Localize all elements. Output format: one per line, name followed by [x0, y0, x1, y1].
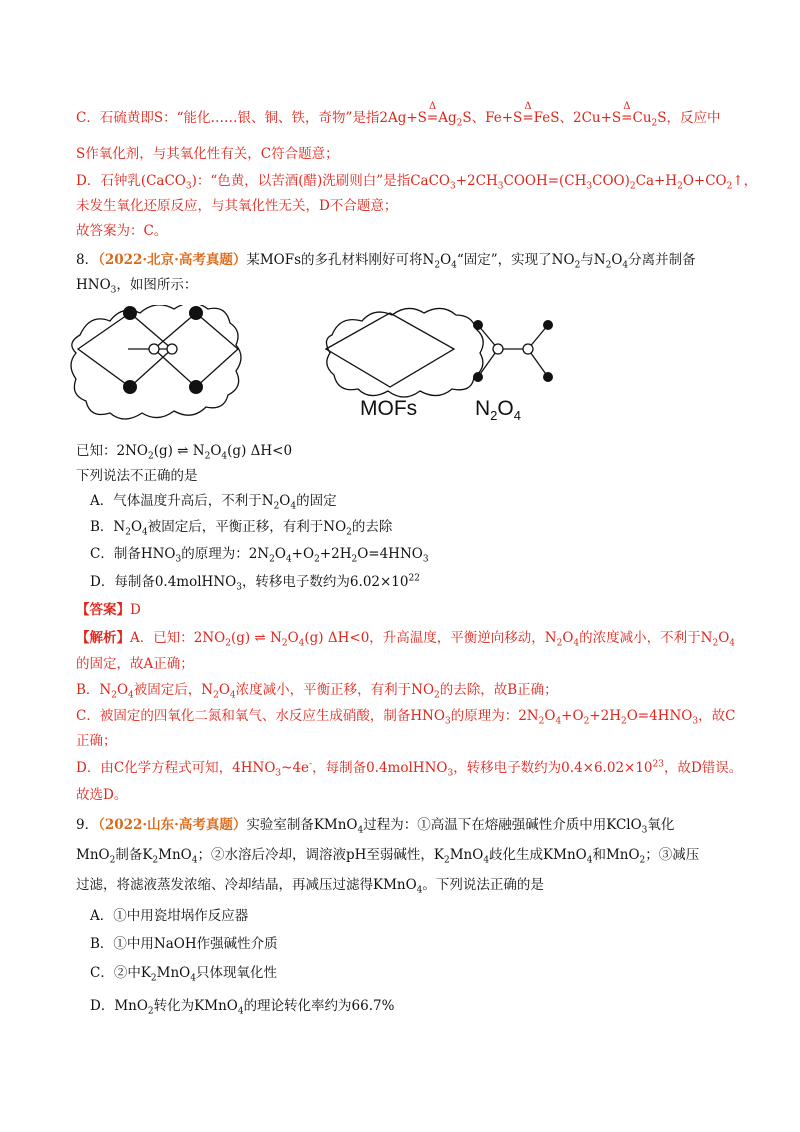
mofs-node — [123, 306, 137, 320]
q8-option-d: D．每制备0.4molHNO$_3$，转移电子数约为$6.02\times 10^{22}$ — [90, 573, 420, 593]
q8-analysis-line2: 的固定，故A正确； — [76, 656, 194, 672]
q9-option-c: C．②中$K_2MnO_4$只体现氧化性 — [90, 965, 277, 984]
mofs-node — [189, 306, 203, 320]
q8-analysis-line1: 【解析】A．已知：$2NO_2(g)$ ⇌ $N_2O_4(g)$ ΔH<0，升高温度，平衡逆向移动，$N_2O_4$的浓度减小，不利于$N_2O_4$ — [76, 630, 735, 649]
q7-option-c-line2: S作氧化剂，与其氧化性有关，C符合题意； — [76, 146, 339, 162]
q8-known: 已知：$2NO_2(g)$ ⇌ $N_2O_4(g)$ ΔH<0 — [76, 443, 293, 462]
mofs-node — [189, 380, 203, 394]
q9-stem-line3: 过滤，将滤液蒸发浓缩、冷却结晶，再减压过滤得KMnO$_4$。下列说法正确的是 — [76, 877, 544, 896]
q9-stem-line2: MnO$_2$制备$K_2MnO_4$；②水溶后冷却，调溶液pH至弱碱性，$K_2MnO_4$歧化生成KMnO$_4$和MnO$_2$；③减压 — [76, 847, 700, 866]
q7-option-c-line1: C．石硫黄即S：“能化……银、铜、铁，奇物”是指2Ag+S Δ $=Ag_2S$、Fe+S Δ =FeS、2Cu+S Δ $=Cu_2S$，反应中 — [76, 101, 721, 129]
oxygen-atom — [543, 320, 553, 330]
oxygen-atom — [543, 372, 553, 382]
q8-analysis-line7: 故选D。 — [76, 787, 128, 803]
nitrogen-atom — [149, 344, 159, 354]
heat-condition-mark: Δ = — [621, 101, 633, 126]
heat-condition-mark: Δ = — [522, 101, 534, 126]
q8-stem-line2: $HNO_3$，如图所示： — [76, 277, 198, 296]
q8-option-b: B．$N_2O_4$被固定后，平衡正移，有利于$NO_2$的去除 — [90, 519, 393, 538]
q8-analysis-line4: C．被固定的四氧化二氮和氧气、水反应生成硝酸，制备$HNO_3$的原理为：$2N_2O_4+O_2+2H_2O=4HNO_3$，故C — [76, 708, 736, 727]
q9-option-a: A．①中用瓷坩埚作反应器 — [90, 908, 249, 924]
nitrogen-atom — [523, 344, 533, 354]
oxygen-atom — [473, 372, 483, 382]
q9-option-d: D．MnO$_2$转化为KMnO$_4$的理论转化率约为66.7% — [90, 998, 395, 1017]
nitrogen-atom — [167, 344, 177, 354]
q7-option-d-line1: D．石钟乳(CaCO$_3$)：“色黄，以苦酒(醋)洗刷则白”是指$CaCO_3+2CH_3COOH=(CH_3COO)_2Ca+H_2O+CO_2↑$， — [76, 173, 758, 192]
q8-stem-line1: 8．（2022·北京·高考真题）某MOFs的多孔材料刚好可将$N_2O_4“$固定”，实现了$NO_2$与$N_2O_4$分离并制备 — [76, 252, 696, 271]
q7-answer: 故答案为：C。 — [76, 223, 168, 239]
n2o4-label: $N_2O_4$ — [475, 397, 521, 424]
q8-option-c: C．制备$HNO_3$的原理为：$2N_2O_4+O_2+2H_2O=4HNO_3$ — [90, 546, 429, 565]
heat-condition-mark: Δ = — [426, 101, 439, 126]
q8-analysis-line3: B．$N_2O_4$被固定后，$N_2O_4$浓度减小，平衡正移，有利于$NO_2$的去除，故B正确； — [76, 682, 558, 701]
q9-option-b: B．①中用NaOH作强碱性介质 — [90, 936, 278, 952]
oxygen-atom — [473, 320, 483, 330]
q7-option-d-line2: 未发生氧化还原反应，与其氧化性无关，D不合题意； — [76, 198, 398, 214]
mofs-n2o4-figure — [70, 305, 570, 430]
q8-ask: 下列说法不正确的是 — [76, 468, 198, 484]
q8-analysis-line6: D．由C化学方程式可知，$4HNO_3\sim 4e^-$，每制备0.4molHNO$_3$，转移电子数约为$0.4\times 6.02\times 10^{23}$，故D错误。 — [76, 759, 743, 779]
q9-stem-line1: 9．（2022·山东·高考真题）实验室制备KMnO$_4$过程为：①高温下在熔融强碱性介质中用KClO$_3$氧化 — [76, 817, 675, 836]
mofs-node — [123, 380, 137, 394]
nitrogen-atom — [493, 344, 503, 354]
mofs-label: MOFs — [360, 397, 418, 420]
q8-analysis-line5: 正确； — [76, 733, 117, 749]
q8-option-a: A．气体温度升高后，不利于$N_2O_4$的固定 — [90, 493, 337, 512]
q8-answer: 【答案】D — [76, 602, 141, 618]
